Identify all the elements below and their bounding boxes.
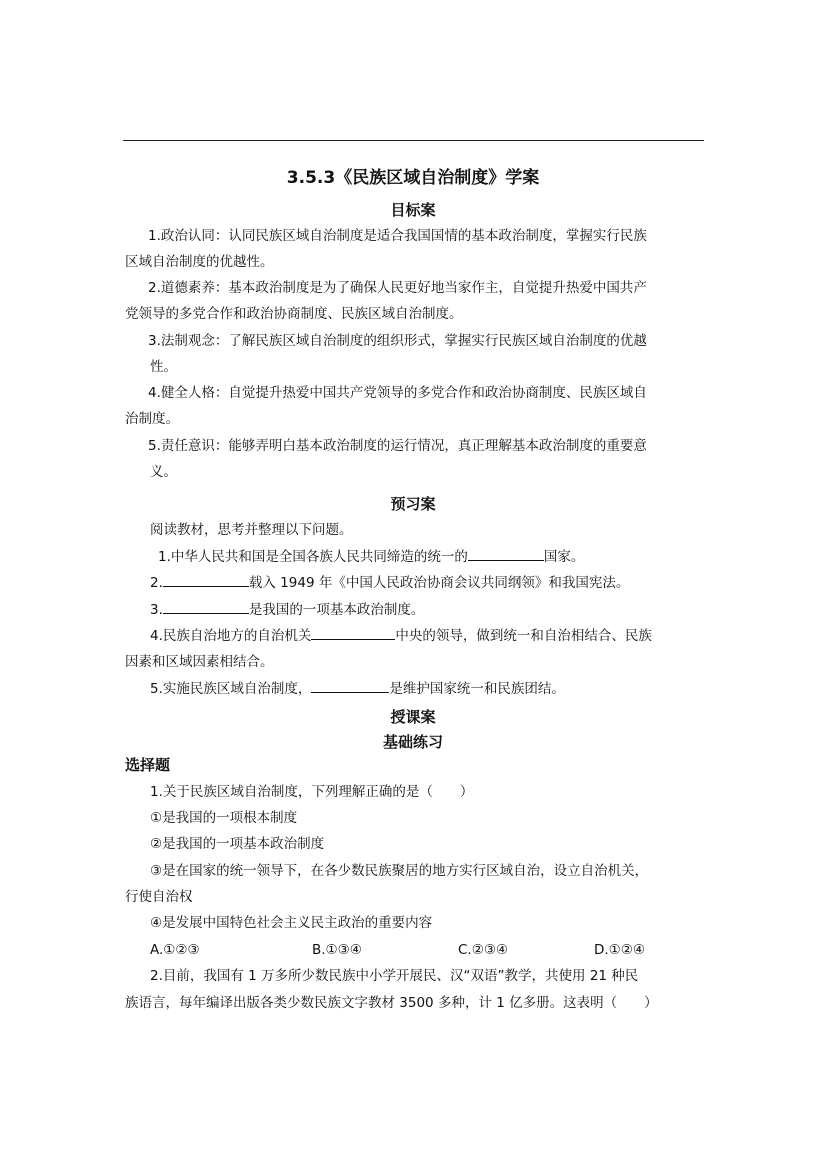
q1-option-d[interactable]: D.①②④ <box>594 942 645 958</box>
q3-text-a: 3. <box>150 602 163 618</box>
goal-5-line-1: 5.责任意识：能够弄明白基本政治制度的运行情况，真正理解基本政治制度的重要意 <box>148 438 647 454</box>
goal-1-line-1: 1.政治认同：认同民族区域自治制度是适合我国国情的基本政治制度，掌握实行民族 <box>148 228 647 244</box>
goal-4-line-1: 4.健全人格：自觉提升热爱中国共产党领导的多党合作和政治协商制度、民族区域自 <box>148 385 647 401</box>
goal-3-line-2: 性。 <box>150 359 177 375</box>
preview-intro: 阅读教材，思考并整理以下问题。 <box>150 522 353 538</box>
lesson-heading: 授课案 <box>390 708 436 726</box>
q3-blank[interactable] <box>163 598 249 614</box>
preview-q4-line-2: 因素和区域因素相结合。 <box>125 654 274 670</box>
goal-4-line-2: 治制度。 <box>125 411 179 427</box>
preview-q5 <box>150 676 565 702</box>
preview-q2 <box>150 570 629 596</box>
goal-3-line-1: 3.法制观念：了解民族区域自治制度的组织形式，掌握实行民族区域自治制度的优越 <box>148 333 647 349</box>
q1-statement-1: ①是我国的一项根本制度 <box>150 810 298 826</box>
q1-statement-2: ②是我国的一项基本政治制度 <box>150 836 325 852</box>
q2-text-b: 载入 1949 年《中国人民政治协商会议共同纲领》和我国宪法。 <box>248 575 630 591</box>
q5-text-b: 是维护国家统一和民族团结。 <box>389 681 565 697</box>
q1-blank[interactable] <box>468 545 544 561</box>
q5-blank[interactable] <box>311 677 389 693</box>
q1-option-a[interactable]: A.①②③ <box>150 942 200 958</box>
goal-1-line-2: 区域自治制度的优越性。 <box>125 254 274 270</box>
q1-statement-3-cont: 行使自治权 <box>125 889 193 905</box>
q4-text-b: 中央的领导，做到统一和自治相结合、民族 <box>395 628 652 644</box>
q4-blank[interactable] <box>311 624 395 640</box>
q5-text-a: 5.实施民族区域自治制度， <box>150 681 312 697</box>
q1-text-b: 国家。 <box>543 549 585 565</box>
q1-stem: 1.关于民族区域自治制度，下列理解正确的是（ ） <box>150 784 474 800</box>
q1-statement-4: ④是发展中国特色社会主义民主政治的重要内容 <box>150 915 433 931</box>
q2-line-1: 2.目前，我国有 1 万多所少数民族中小学开展民、汉“双语”教学，共使用 21 种民 <box>150 968 639 984</box>
goal-5-line-2: 义。 <box>150 464 177 480</box>
preview-q1 <box>158 544 584 570</box>
q4-text-a: 4.民族自治地方的自治机关 <box>150 628 312 644</box>
preview-heading: 预习案 <box>390 495 436 513</box>
doc-title: 3.5.3《民族区域自治制度》学案 <box>286 168 540 188</box>
q2-blank[interactable] <box>163 571 249 587</box>
q2-text-a: 2. <box>150 575 163 591</box>
q1-text-a: 1.中华人民共和国是全国各族人民共同缔造的统一的 <box>158 549 468 565</box>
goal-2-line-1: 2.道德素养：基本政治制度是为了确保人民更好地当家作主，自觉提升热爱中国共产 <box>148 280 647 296</box>
practice-heading: 基础练习 <box>382 733 443 751</box>
q1-option-c[interactable]: C.②③④ <box>458 942 509 958</box>
q1-statement-3: ③是在国家的统一领导下，在各少数民族聚居的地方实行区域自治，设立自治机关， <box>150 863 649 879</box>
preview-q3 <box>150 597 424 623</box>
q2-line-2: 族语言，每年编译出版各类少数民族文字教材 3500 多种，计 1 亿多册。这表明（ ） <box>125 995 658 1011</box>
goal-2-line-2: 党领导的多党合作和政治协商制度、民族区域自治制度。 <box>125 306 463 322</box>
q3-text-b: 是我国的一项基本政治制度。 <box>248 602 425 618</box>
preview-q4 <box>150 623 652 649</box>
goals-heading: 目标案 <box>390 201 436 219</box>
header-rule <box>123 140 704 141</box>
choice-label: 选择题 <box>125 756 171 774</box>
q1-option-b[interactable]: B.①③④ <box>312 942 362 958</box>
